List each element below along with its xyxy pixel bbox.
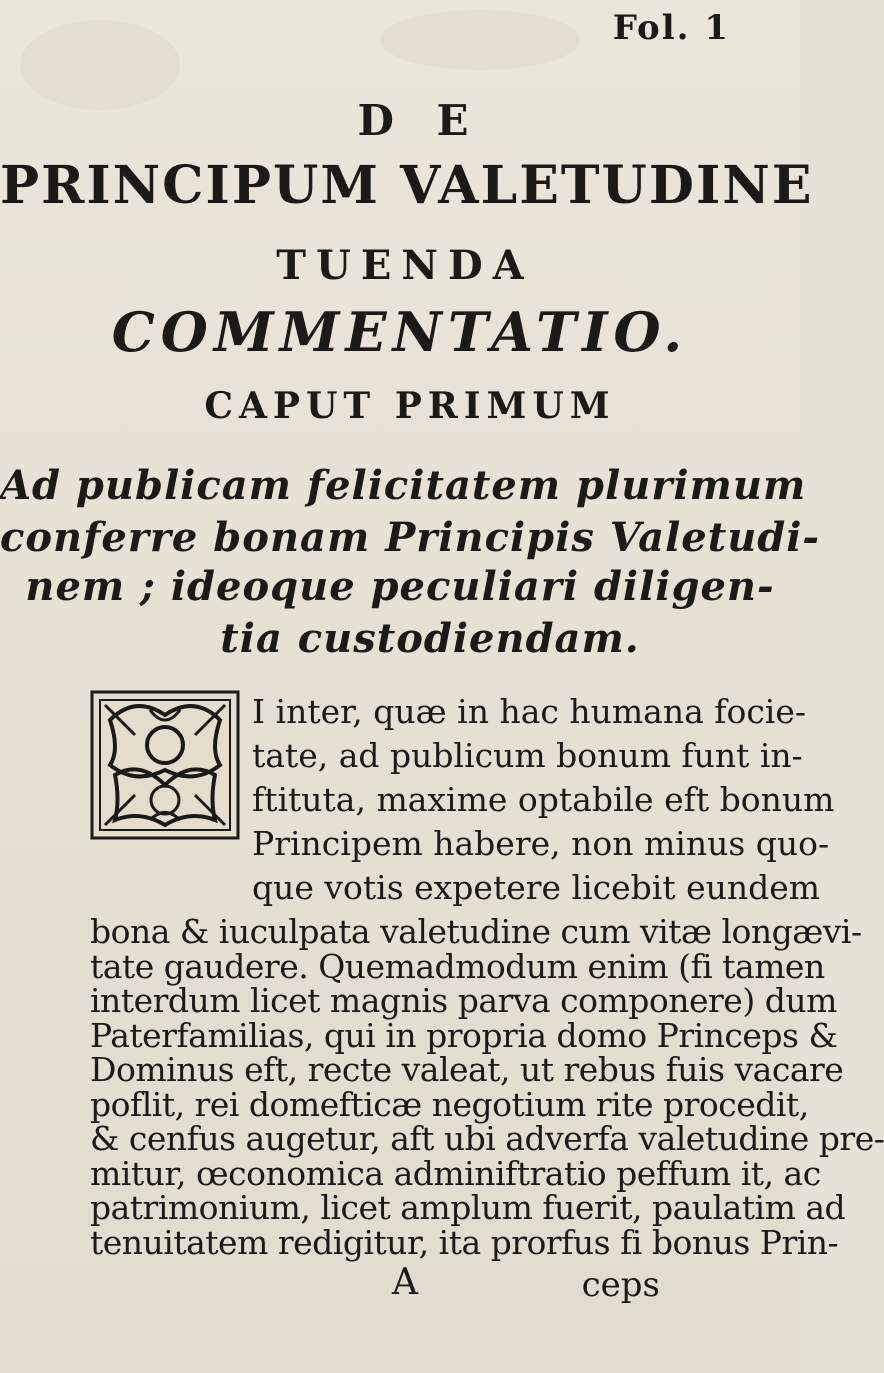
chapter-summary-line: conferre bonam Principis Valetudi- — [0, 514, 821, 561]
text-line: Paterfamilias, qui in propria domo Princeps & — [90, 1015, 838, 1055]
chapter-summary-line: Ad publicam felicitatem plurimum — [0, 462, 807, 509]
signature-mark: A — [392, 1262, 418, 1303]
text-line: tate, ad publicum bonum funt in- — [252, 736, 803, 775]
text-line: mitur, œconomica adminiftratio peffum it, ac — [90, 1153, 821, 1193]
text-line: que votis expetere licebit eundem — [252, 868, 821, 907]
paper-stain — [380, 10, 580, 70]
text-line: Dominus eft, recte valeat, ut rebus fuis vacare — [90, 1050, 844, 1089]
decorative-initial-ornament — [90, 690, 240, 840]
text-line: tate gaudere. Quemadmodum enim (fi tamen — [90, 946, 825, 986]
title-de: D E — [357, 96, 483, 145]
text-line: ftituta, maxime optabile eft bonum — [252, 780, 835, 819]
text-line-content: inter, quæ in hac humana focie- — [275, 692, 807, 731]
text-line — [252, 692, 806, 731]
text-line: poflit, rei domefticæ negotium rite procedit, — [90, 1084, 809, 1124]
title-tuenda: TUENDA — [276, 242, 534, 289]
title-commentatio: COMMENTATIO. — [111, 300, 689, 364]
chapter-summary-line: nem ; ideoque peculiari diligen- — [25, 563, 775, 610]
text-line: tenuitatem redigitur, ita prorfus fi bonus Prin- — [90, 1222, 839, 1262]
text-line: patrimonium, licet amplum fuerit, paulatim ad — [90, 1188, 846, 1227]
drop-initial-letter: I — [252, 692, 266, 731]
text-line: Principem habere, non minus quo- — [252, 824, 830, 863]
text-line: & cenfus augetur, aft ubi adverfa valetudine pre- — [90, 1119, 884, 1158]
text-line: bona & iuculpata valetudine cum vitæ longævi- — [90, 912, 862, 951]
folio-number: Fol. 1 — [612, 8, 730, 48]
chapter-summary-line: tia custodiendam. — [220, 615, 640, 662]
catchword: ceps — [581, 1265, 660, 1305]
title-principum: PRINCIPUM VALETUDINE — [0, 155, 814, 216]
text-line: interdum licet magnis parva componere) dum — [90, 981, 837, 1020]
chapter-heading: CAPUT PRIMUM — [204, 385, 616, 427]
